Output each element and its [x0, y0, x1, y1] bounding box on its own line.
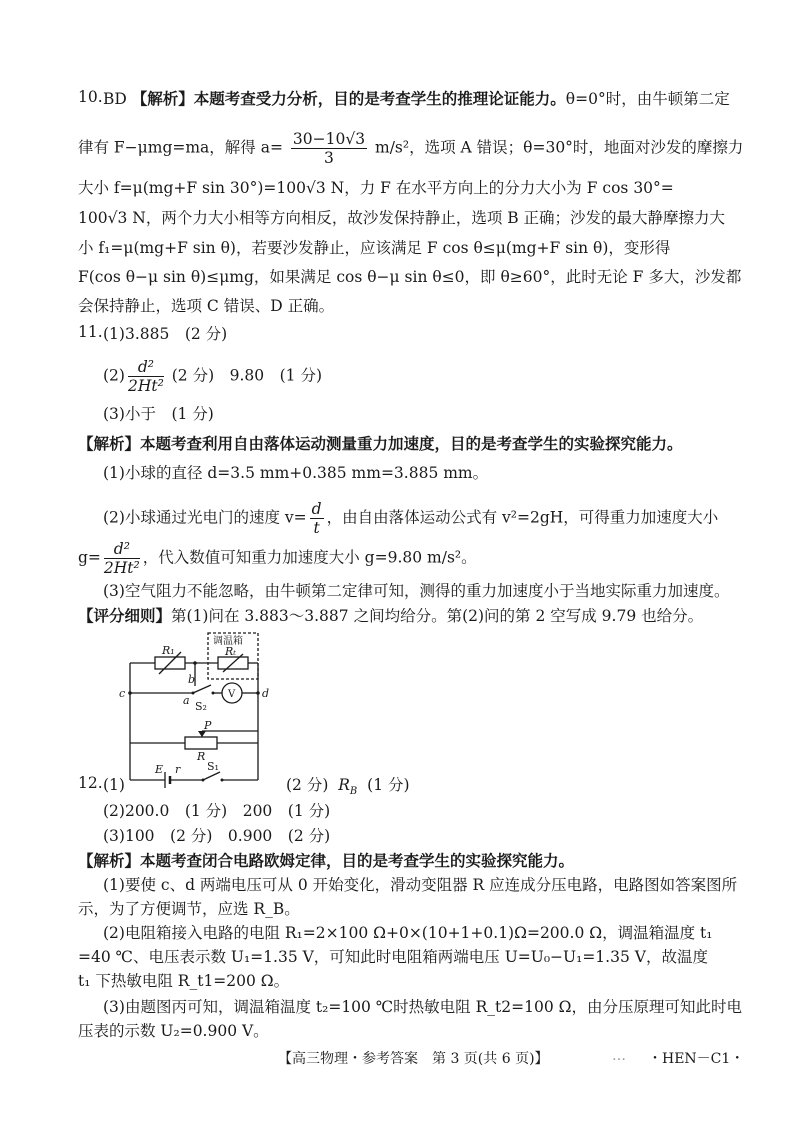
q12-answer-1-rb: R	[338, 776, 350, 794]
q11-explain-2	[103, 500, 718, 537]
q10-analysis-title: 本题考查受力分析，目的是考查学生的推理论证能力。	[193, 89, 566, 108]
q10-line-7: 会保持静止，选项 C 错误、D 正确。	[78, 297, 335, 315]
q12-analysis-heading	[78, 850, 574, 872]
q10-line-4: 100√3 N，两个力大小相等方向相反，故沙发保持静止，选项 B 正确；沙发的最大静摩擦力大	[78, 209, 726, 227]
q11-answer-2	[103, 358, 322, 395]
q12-answer-3: (3)100 (2 分) 0.900 (2 分)	[103, 827, 331, 845]
q12-explain-4: =40 ℃、电压表示数 U₁=1.35 V，可知此时电阻箱两端电压 U=U₀−U₁=1.35 V，故温度	[78, 948, 708, 966]
q11-explain-3-b: ，代入数值可知重力加速度大小 g=9.80 m/s²。	[142, 548, 477, 567]
q12-explain-3: (2)电阻箱接入电路的电阻 R₁=2×100 Ω+0×(10+1+0.1)Ω=200.0 Ω，调温箱温度 t₁	[103, 924, 713, 942]
q11-answer-2-prefix: (2)	[103, 366, 125, 385]
q11-explain-4: (3)空气阻力不能忽略，由牛顿第二定律可知，测得的重力加速度小于当地实际重力加速度。	[103, 582, 730, 600]
rheostat	[185, 737, 217, 749]
q10-line-6: F(cos θ−μ sin θ)≤μmg，如果满足 cos θ−μ sin θ≤0，即 θ≥60°，此时无论 F 多大，沙发都	[78, 268, 742, 286]
q10-line-3: 大小 f=μ(mg+F sin 30°)=100√3 N，力 F 在水平方向上的分力大小为 F cos 30°=	[78, 179, 674, 197]
q12-explain-6: (3)由题图丙可知，调温箱温度 t₂=100 ℃时热敏电阻 R_t2=100 Ω，由分压原理可知此时电	[103, 998, 742, 1016]
q11-explain-2-a: (2)小球通过光电门的速度 v=	[103, 508, 307, 527]
q12-answer-1-score: (2 分)	[286, 776, 329, 794]
q12-explain-1: (1)要使 c、d 两端电压可从 0 开始变化，滑动变阻器 R 应连成分压电路，电路图如答案图所	[103, 876, 738, 894]
q11-number: 11.	[78, 323, 103, 341]
q11-answer-1: (1)3.885 (2 分)	[103, 325, 228, 343]
q12-answer-1-prefix: (1)	[103, 776, 125, 794]
circuit-label-r: R	[197, 750, 206, 763]
q11-explain-2-b: ，由自由落体运动公式有 v²=2gH，可得重力加速度大小	[326, 508, 719, 527]
circuit-label-s1: S₁	[207, 760, 219, 773]
q11-scoring-tag: 【评分细则】	[78, 606, 172, 625]
q11-explain-2-den: t	[313, 519, 320, 537]
q12-analysis-title: 本题考查闭合电路欧姆定律，目的是考查学生的实验探究能力。	[140, 851, 575, 870]
q12-answer-1-tail: (1 分)	[367, 776, 410, 794]
q11-analysis-tag: 【解析】	[78, 434, 141, 453]
q10-line-2	[78, 130, 743, 167]
q10-line-1-tail: θ=0°时，由牛顿第二定	[565, 90, 730, 108]
q11-analysis-title: 本题考查利用自由落体运动测量重力加速度，目的是考查学生的实验探究能力。	[140, 434, 683, 453]
q10-line-2-b: m/s²，选项 A 错误；θ=30°时，地面对沙发的摩擦力	[375, 138, 744, 157]
q12-explain-5: t₁ 下热敏电阻 R_t1=200 Ω。	[78, 972, 290, 990]
q10-fraction	[291, 130, 367, 167]
q10-line-5: 小 f₁=μ(mg+F sin θ)，若要沙发静止，应该满足 F cos θ≤μ(mg+F sin θ)，变形得	[78, 239, 671, 257]
circuit-label-p: P	[204, 719, 212, 732]
circuit-label-r-small: r	[175, 763, 181, 776]
circuit-label-b: b	[188, 673, 196, 686]
circuit-diagram	[115, 628, 275, 790]
q11-scoring	[78, 605, 703, 627]
q12-explain-7: 压表的示数 U₂=0.900 V。	[78, 1022, 269, 1040]
q11-answer-2-den: 2Ht²	[127, 377, 164, 395]
q12-answer-2: (2)200.0 (1 分) 200 (1 分)	[103, 802, 331, 820]
q11-explain-2-fraction	[310, 500, 324, 537]
circuit-label-e: E	[155, 763, 164, 776]
q11-answer-2-fraction	[128, 358, 164, 395]
q11-explain-3-num: d²	[104, 540, 140, 559]
q10-fraction-num: 30−10√3	[292, 130, 366, 148]
q12-number: 12.	[78, 774, 103, 792]
q11-analysis-heading	[78, 433, 683, 455]
q11-explain-2-num: d	[311, 500, 322, 518]
q12-analysis-tag: 【解析】	[78, 851, 141, 870]
circuit-label-r1: R₁	[162, 644, 175, 657]
circuit-label-c: c	[119, 687, 126, 700]
circuit-label-v: V	[228, 689, 236, 700]
circuit-label-box: 调温箱	[213, 636, 243, 647]
q10-fraction-den: 3	[324, 149, 334, 167]
q11-explain-3-a: g=	[78, 548, 101, 567]
q12-answer-1	[286, 774, 410, 803]
q10-answer: BD	[103, 90, 127, 108]
circuit-label-s2: S₂	[195, 700, 207, 713]
q10-line-1	[103, 88, 730, 110]
q11-explain-3	[78, 540, 477, 577]
footer-code: ・HEN－C1・	[648, 1051, 745, 1067]
q11-explain-3-fraction	[104, 540, 140, 577]
q11-answer-2-num: d²	[128, 358, 164, 377]
q10-analysis-tag: 【解析】	[131, 89, 194, 108]
footer-page-info: 【高三物理・参考答案 第 3 页(共 6 页)】	[278, 1051, 549, 1067]
q12-explain-2: 示，为了方便调节，应选 R_B。	[78, 900, 300, 918]
q10-number: 10.	[78, 88, 103, 106]
q11-answer-3: (3)小于 (1 分)	[103, 405, 214, 423]
footer-dots: …	[612, 1048, 626, 1064]
q11-scoring-text: 第(1)问在 3.883～3.887 之间均给分。第(2)问的第 2 空写成 9.79 也给分。	[171, 607, 704, 625]
q11-explain-1: (1)小球的直径 d=3.5 mm+0.385 mm=3.885 mm。	[103, 464, 489, 482]
q12-answer-1-rb-sub: B	[349, 786, 358, 798]
q11-explain-3-den: 2Ht²	[103, 559, 140, 577]
circuit-label-d: d	[262, 687, 270, 700]
q11-answer-2-suffix: (2 分) 9.80 (1 分)	[171, 366, 323, 385]
circuit-label-a: a	[183, 694, 190, 707]
q10-line-2-a: 律有 F−μmg=ma，解得 a=	[78, 138, 283, 157]
circuit-label-rt: Rₜ	[225, 645, 236, 658]
